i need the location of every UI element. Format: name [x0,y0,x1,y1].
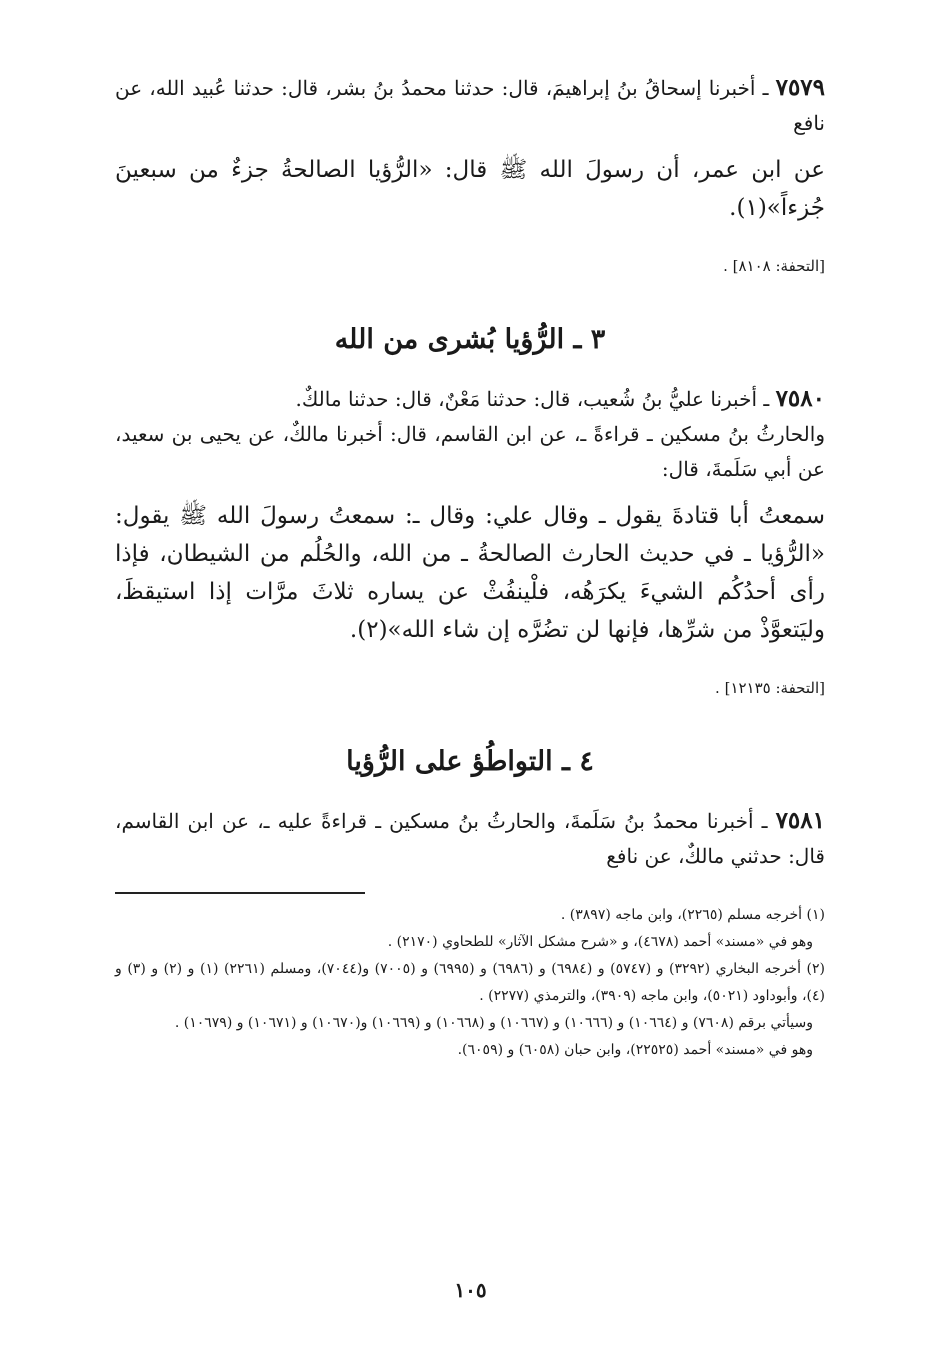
hadith-7580-chain: ٧٥٨٠ ـ أخبرنا عليُّ بنُ شُعيب، قال: حدثنا مَعْنٌ، قال: حدثنا مالكٌ. [295,385,825,412]
footnote-2-continuation: وسيأتي برقم (٧٦٠٨) و (١٠٦٦٤) و (١٠٦٦٦) و (١٠٦٦٧) و (١٠٦٦٨) و (١٠٦٦٩) و(١٠٦٧٠) و (١٠٦٧١) و (١٠٦٧٩) . [174,1015,813,1031]
footnote-separator [115,874,825,902]
separator-line [115,892,365,894]
tuhfa-reference: [التحفة: ٨١٠٨] . [723,257,825,275]
hadith-number: ٧٥٧٩ [775,74,826,101]
footnote-1: (١) أخرجه مسلم (٢٢٦٥)، وابن ماجه (٣٨٩٧) . [560,907,825,923]
footnote-2: (٢) أخرجه البخاري (٣٢٩٢) و (٥٧٤٧) و (٦٩٨٤) و (٦٩٨٦) و (٦٩٩٥) و (٧٠٠٥) و(٧٠٤٤)، ومسلم (٢٢٦١) (١) و (٢) و (٣) و (٤)، وأبوداود (٥٠٢١)، وابن ماجه (٣٩٠٩)، والترمذي (٢٢٧٧) . [115,961,825,1004]
hadith-7579-matn: عن ابن عمر، أن رسولَ الله ﷺ قال: «الرُّؤيا الصالحةُ جزءٌ من سبعينَ جُزءاً»(١). [115,157,825,221]
section-heading: ٤ ـ التواطُؤ على الرُّؤيا [346,746,594,777]
hadith-7579-chain: ٧٥٧٩ ـ أخبرنا إسحاقُ بنُ إبراهيمَ، قال: حدثنا محمدُ بنُ بشر، قال: حدثنا عُبيد الله، عن نافع [115,74,826,135]
hadith-7580-chain-2: والحارثُ بنُ مسكين ـ قراءةً ـ، عن ابن القاسم، قال: أخبرنا مالكٌ، عن يحيى بن سعيد، عن أبي سَلَمةَ، قال: [115,422,825,481]
section-heading: ٣ ـ الرُّؤيا بُشرى من الله [334,324,606,355]
hadith-number: ٧٥٨١ [775,807,825,834]
page-number: ١٠٥ [454,1278,487,1302]
page-body [115,70,825,1064]
tuhfa-reference: [التحفة: ١٢١٣٥] . [715,679,825,697]
hadith-7581-chain: ٧٥٨١ ـ أخبرنا محمدُ بنُ سَلَمةَ، والحارثُ بنُ مسكين ـ قراءةً عليه ـ، عن ابن القاسم، قال: حدثني مالكٌ، عن نافع [115,807,825,868]
footnote-1-continuation: وهو في «مسند» أحمد (٤٦٧٨)، و «شرح مشكل الآثار» للطحاوي (٢١٧٠) . [387,934,813,950]
hadith-7580-matn: سمعتُ أبا قتادةَ يقول ـ وقال علي: وقال ـ: سمعتُ رسولَ الله ﷺ يقول: «الرُّؤيا ـ في حديث الحارث الصالحةُ ـ من الله، والحُلُم من الشيطان، فإذا رأى أحدُكُم الشيءَ يكرَهُه، فلْينفُثْ عن يساره ثلاثَ مرَّات إذا استيقظَ، وليَتعوَّذْ من شرِّها، فإنها لن تضُرَّه إن شاء الله»(٢). [115,503,825,643]
footnote-2-continuation-2: وهو في «مسند» أحمد (٢٢٥٢٥)، وابن حبان (٦٠٥٨) و (٦٠٥٩). [457,1042,813,1058]
hadith-number: ٧٥٨٠ [775,385,825,412]
